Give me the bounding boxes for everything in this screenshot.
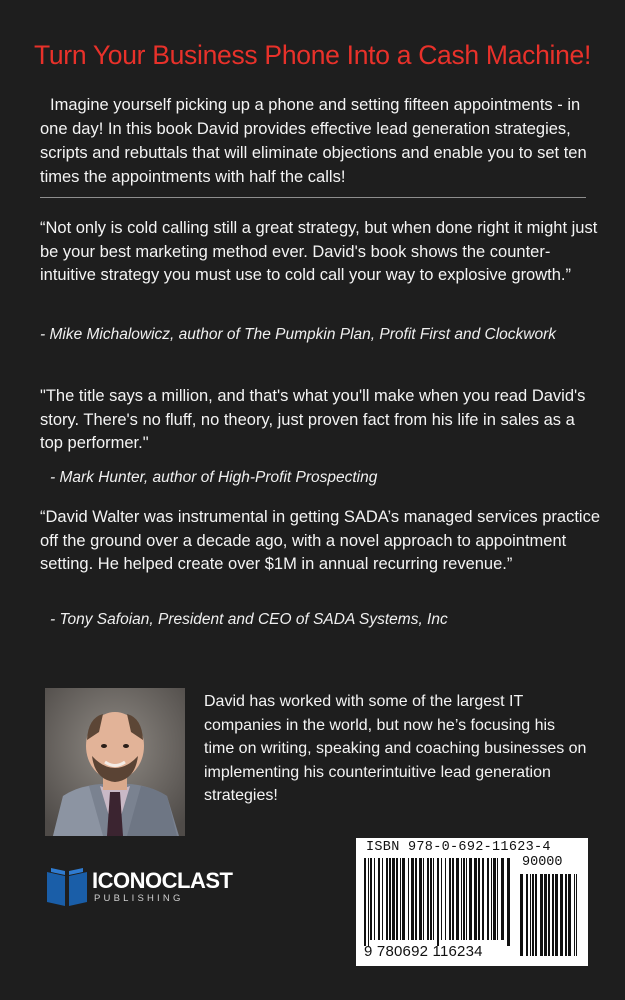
barcode-bar xyxy=(415,858,417,940)
barcode-bar xyxy=(463,858,465,940)
barcode-bar xyxy=(400,858,401,940)
barcode-bar xyxy=(408,858,409,940)
barcode-bar xyxy=(535,874,537,956)
barcode-bar xyxy=(474,858,477,940)
testimonial-quote: "The title says a million, and that's what you'll make when you read David's story. There's no fluff, no theory, just proven fact from his life in sales as a top performer." xyxy=(40,387,586,452)
barcode-bar xyxy=(493,858,496,940)
barcode-bar xyxy=(497,858,498,940)
barcode-bar xyxy=(574,874,575,956)
barcode-bar xyxy=(548,874,550,956)
barcode-bar xyxy=(501,858,504,940)
barcode-bar xyxy=(576,874,577,956)
price-code: 90000 xyxy=(522,855,563,870)
barcode-bar xyxy=(364,858,366,946)
barcode-bar xyxy=(452,858,454,940)
barcode-bar xyxy=(433,858,434,940)
barcode-bar xyxy=(411,858,414,940)
barcode-bar xyxy=(540,874,543,956)
testimonial-attribution: - Mark Hunter, author of High-Profit Prospecting xyxy=(50,469,378,486)
barcode-bar xyxy=(478,858,480,940)
barcode-bar xyxy=(568,874,571,956)
headline: Turn Your Business Phone Into a Cash Machine! xyxy=(33,40,592,70)
barcode-bar xyxy=(370,858,372,940)
barcode-bar xyxy=(555,874,558,956)
barcode-bar xyxy=(368,858,369,946)
testimonial-quote: “David Walter was instrumental in getting SADA’s managed services practice off the ground over a decade ago, with a novel approach to appointment setting. He helped create over $1M in annual recurring revenue.” xyxy=(40,508,601,573)
barcode-bar xyxy=(427,858,429,940)
barcode-bar xyxy=(441,858,442,940)
book-blurb: Imagine yourself picking up a phone and setting fifteen appointments - in one day! In this book David provides effective lead generation strategies, scripts and rebuttals that will eliminate objections and enable you to set ten times the appointments with half the calls! xyxy=(40,96,587,186)
ean-digits: 9 780692 116234 xyxy=(364,943,483,960)
testimonial-attribution: - Tony Safoian, President and CEO of SADA Systems, Inc xyxy=(50,611,448,628)
barcode-bar xyxy=(402,858,405,940)
isbn-label: ISBN 978-0-692-11623-4 xyxy=(366,840,551,855)
barcode-bar xyxy=(382,858,383,940)
barcode-bar xyxy=(449,858,451,940)
author-bio: David has worked with some of the largest IT companies in the world, but now he’s focusing his time on writing, speaking and coaching businesses on implementing his counterintuitive lead generation strategies! xyxy=(204,693,587,804)
barcode-bar xyxy=(461,858,462,940)
barcode-bar xyxy=(560,874,563,956)
isbn-barcode xyxy=(356,838,588,966)
publisher-name: ICONOCLAST xyxy=(92,868,233,893)
barcode-bar xyxy=(430,858,432,940)
barcode-bar xyxy=(552,874,554,956)
barcode-bar xyxy=(386,858,388,940)
barcode-bar xyxy=(532,874,534,956)
barcode-bar xyxy=(445,858,446,940)
barcode-bar xyxy=(520,874,523,956)
barcode-bar xyxy=(378,858,380,940)
divider xyxy=(40,197,586,198)
barcode-bar xyxy=(544,874,547,956)
barcode-bar xyxy=(419,858,422,940)
barcode-bar xyxy=(396,858,398,940)
barcode-bar xyxy=(565,874,567,956)
barcode-bar xyxy=(423,858,424,940)
publisher-subtitle: PUBLISHING xyxy=(94,893,184,904)
barcode-bar xyxy=(507,858,510,946)
barcode-bar xyxy=(389,858,391,940)
barcode-bar xyxy=(491,858,492,940)
barcode-bar xyxy=(392,858,395,940)
testimonial-attribution: - Mike Michalowicz, author of The Pumpkin Plan, Profit First and Clockwork xyxy=(40,326,556,343)
barcode-bar xyxy=(374,858,375,940)
book-icon xyxy=(45,864,89,908)
barcode-bar xyxy=(482,858,484,940)
barcode-bar xyxy=(437,858,439,946)
barcode-bar xyxy=(469,858,472,940)
publisher-logo xyxy=(45,864,245,910)
barcode-bar xyxy=(487,858,489,940)
testimonial-quote: “Not only is cold calling still a great strategy, but when done right it might just be your best marketing method ever. David's book shows the counter-intuitive strategy you must use to cold call your way to explosive growth.” xyxy=(40,219,598,284)
barcode-bar xyxy=(466,858,467,940)
barcode-bar xyxy=(456,858,459,940)
barcode-bar xyxy=(526,874,528,956)
barcode-bar xyxy=(530,874,531,956)
author-photo xyxy=(45,688,185,836)
